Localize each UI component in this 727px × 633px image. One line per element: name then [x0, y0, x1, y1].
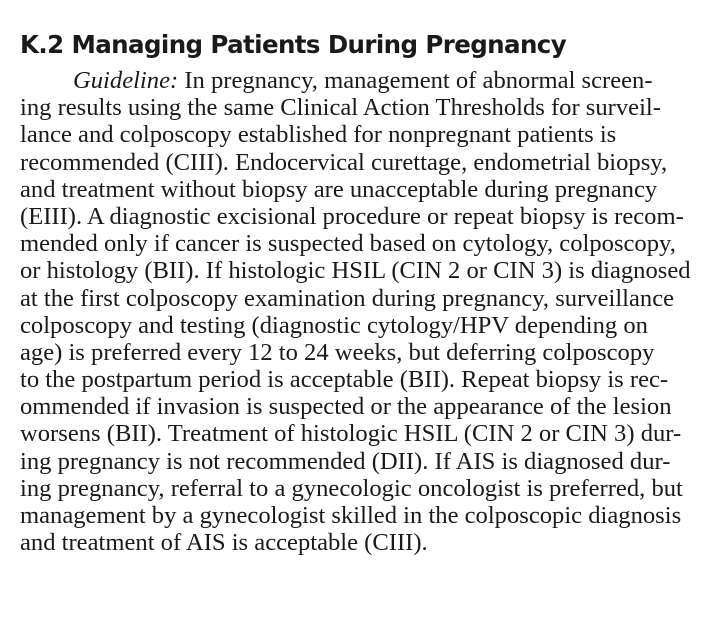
section-heading: K.2 Managing Patients During Pregnancy: [20, 30, 567, 59]
paragraph-line: [20, 67, 653, 94]
guideline-label: Guideline:: [73, 67, 179, 94]
line-text: In pregnancy, management of abnormal screen-: [178, 67, 653, 94]
document-page: K.2 Managing Patients During Pregnancy Guideline: In pregnancy, management of abnormal screen- ing results using the same Clinical Action Thresholds for surveil- lance and colposcopy established for nonpregnant patients is recommended (CIII). Endocervical curettage, endometrial biopsy, and treatment without biopsy are unacceptable during pregnancy (EIII). A diagnostic excisional procedure or repeat biopsy is recom- mended only if cancer is suspected based on cytology, colposcopy, or histology (BII). If histologic HSIL (CIN 2 or CIN 3) is diagnosed at the first colposcopy examination during pregnancy, surveillance colposcopy and testing (diagnostic cytology/HPV depending on age) is preferred every 12 to 24 weeks, but deferring colposcopy to the postpartum period is acceptable (BII). Repeat biopsy is rec- ommended if invasion is suspected or the appearance of the lesion worsens (BII). Treatment of histologic HSIL (CIN 2 or CIN 3) dur- ing pregnancy is not recommended (DII). If AIS is diagnosed dur- ing pregnancy, referral to a gynecologic oncologist is preferred, but management by a gynecologist skilled in the colposcopic diagnosis and treatment of AIS is acceptable (CIII).: [0, 0, 727, 633]
